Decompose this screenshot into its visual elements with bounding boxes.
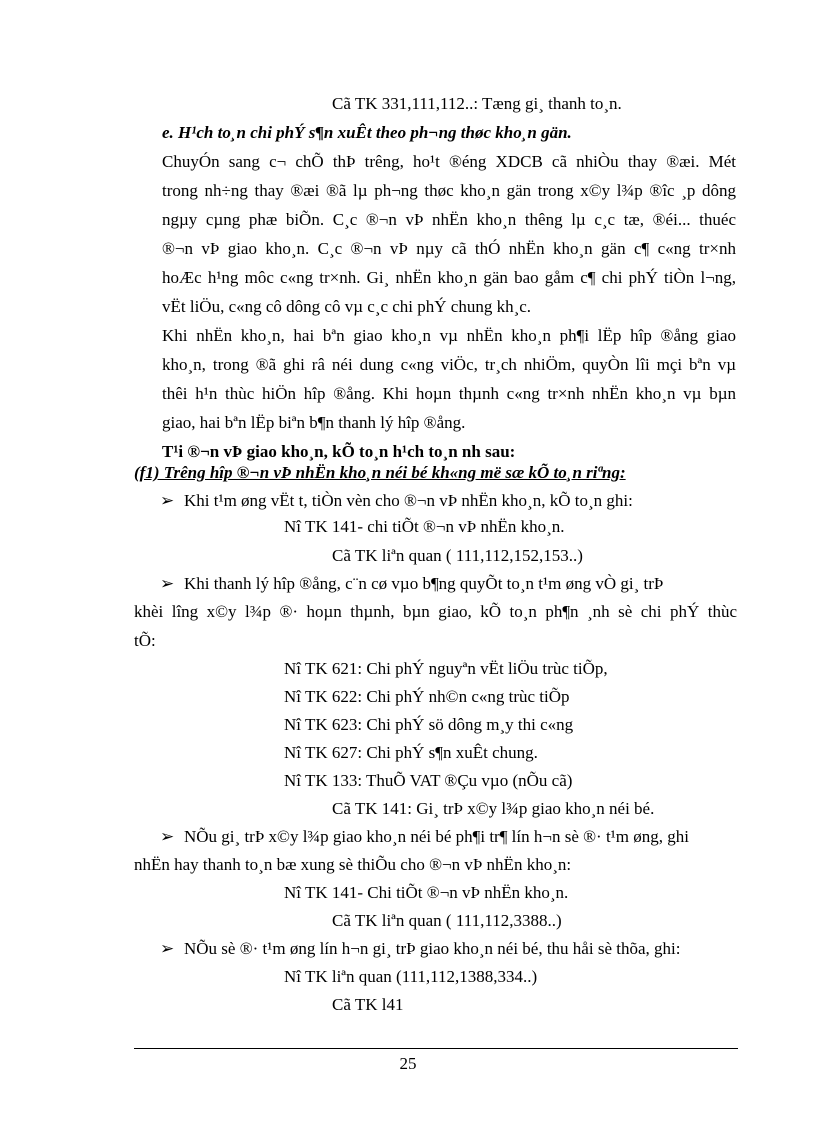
- text-line: Cã TK 331,111,112..: Tæng gi¸ thanh to¸n.: [332, 94, 622, 113]
- paragraph-line: ngµy cµng phæ biÕn. C¸c ®¬n vÞ nhËn kho¸n thêng lµ c¸c tæ, ®éi... thuéc: [162, 210, 736, 229]
- paragraph-line: ChuyÓn sang c¬ chÕ thÞ trêng, ho¹t ®éng XDCB cã nhiÒu thay ®æi. Mét: [162, 152, 736, 171]
- bullet-line: [160, 826, 737, 848]
- arrow-bullet-icon: ➢: [160, 827, 175, 846]
- paragraph-line: kho¸n, trong ®ã ghi râ néi dung c«ng viÖc, tr¸ch nhiÖm, quyÒn lîi mçi bªn vµ: [162, 355, 736, 374]
- bullet-text: NÕu gi¸ trÞ x©y l¾p giao kho¸n néi bé ph¶i tr¶ lín h¬n sè ®· t¹m øng, ghi: [184, 827, 689, 846]
- entry-line: Nî TK 621: Chi phÝ nguyªn vËt liÖu trùc tiÕp,: [284, 659, 608, 678]
- entry-line: Nî TK 627: Chi phÝ s¶n xuÊt chung.: [284, 743, 538, 762]
- paragraph-line: trong nh÷ng thay ®æi ®ã lµ ph¬ng thøc kho¸n gän trong x©y l¾p ®îc ¸p dông: [162, 181, 736, 200]
- paragraph-line: khèi lîng x©y l¾p ®· hoµn thµnh, bµn giao, kÕ to¸n ph¶n ¸nh sè chi phÝ thùc: [134, 602, 737, 621]
- entry-line: Nî TK 622: Chi phÝ nh©n c«ng trùc tiÕp: [284, 687, 570, 706]
- bullet-text: Khi thanh lý hîp ®ång, c¨n cø vµo b¶ng quyÕt to¸n t¹m øng vÒ gi¸ trÞ: [184, 574, 664, 593]
- entry-line: Nî TK 141- chi tiÕt ®¬n vÞ nhËn kho¸n.: [284, 517, 565, 536]
- paragraph-line: vËt liÖu, c«ng cô dông cô vµ c¸c chi phÝ chung kh¸c.: [162, 297, 532, 316]
- subheading: T¹i ®¬n vÞ giao kho¸n, kÕ to¸n h¹ch to¸n nh sau:: [162, 442, 516, 461]
- entry-line: Nî TK 623: Chi phÝ sö dông m¸y thi c«ng: [284, 715, 574, 734]
- case-heading: (f1) Trêng hîp ®¬n vÞ nhËn kho¸n néi bé kh«ng më sæ kÕ to¸n riªng:: [134, 463, 626, 482]
- entry-line: Nî TK liªn quan (111,112,1388,334..): [284, 967, 538, 986]
- entry-line: Cã TK l41: [332, 995, 404, 1014]
- entry-line: Cã TK liªn quan ( 111,112,152,153..): [332, 546, 583, 565]
- entry-line: Cã TK liªn quan ( 111,112,3388..): [332, 911, 562, 930]
- paragraph-line: hoÆc h¹ng môc c«ng tr×nh. Gi¸ nhËn kho¸n gän bao gåm c¶ chi phÝ tiÒn l¬ng,: [162, 268, 736, 287]
- arrow-bullet-icon: ➢: [160, 939, 175, 958]
- entry-line: Nî TK 141- Chi tiÕt ®¬n vÞ nhËn kho¸n.: [284, 883, 569, 902]
- paragraph-line: giao, hai bªn lËp biªn b¶n thanh lý hîp ®ång.: [162, 413, 466, 432]
- entry-line: Cã TK 141: Gi¸ trÞ x©y l¾p giao kho¸n néi bé.: [332, 799, 655, 818]
- paragraph-line: Khi nhËn kho¸n, hai bªn giao kho¸n vµ nhËn kho¸n ph¶i lËp hîp ®ång giao: [162, 326, 736, 345]
- section-heading: e. H¹ch to¸n chi phÝ s¶n xuÊt theo ph¬ng thøc kho¸n gän.: [162, 123, 572, 142]
- paragraph-line: tÕ:: [134, 631, 156, 650]
- paragraph-line: nhËn hay thanh to¸n bæ xung sè thiÕu cho ®¬n vÞ nhËn kho¸n:: [134, 855, 572, 874]
- bullet-text: NÕu sè ®· t¹m øng lín h¬n gi¸ trÞ giao kho¸n néi bé, thu håi sè thõa, ghi:: [184, 939, 681, 958]
- bullet-line: [160, 573, 737, 595]
- bullet-line: [160, 938, 737, 960]
- arrow-bullet-icon: ➢: [160, 574, 175, 593]
- bullet-line: [160, 490, 734, 512]
- entry-line: Nî TK 133: ThuÕ VAT ®Çu vµo (nÕu cã): [284, 771, 573, 790]
- paragraph-line: ®¬n vÞ giao kho¸n. C¸c ®¬n vÞ nµy cã thÓ nhËn kho¸n gän c¶ c«ng tr×nh: [162, 239, 736, 258]
- paragraph-line: thêi h¹n thùc hiÖn hîp ®ång. Khi hoµn thµnh c«ng tr×nh nhËn kho¸n vµ bµn: [162, 384, 736, 403]
- footer-rule: [134, 1048, 738, 1049]
- bullet-text: Khi t¹m øng vËt t, tiÒn vèn cho ®¬n vÞ nhËn kho¸n, kÕ to¸n ghi:: [184, 491, 633, 510]
- arrow-bullet-icon: ➢: [160, 491, 175, 510]
- page-number: 25: [399, 1054, 417, 1073]
